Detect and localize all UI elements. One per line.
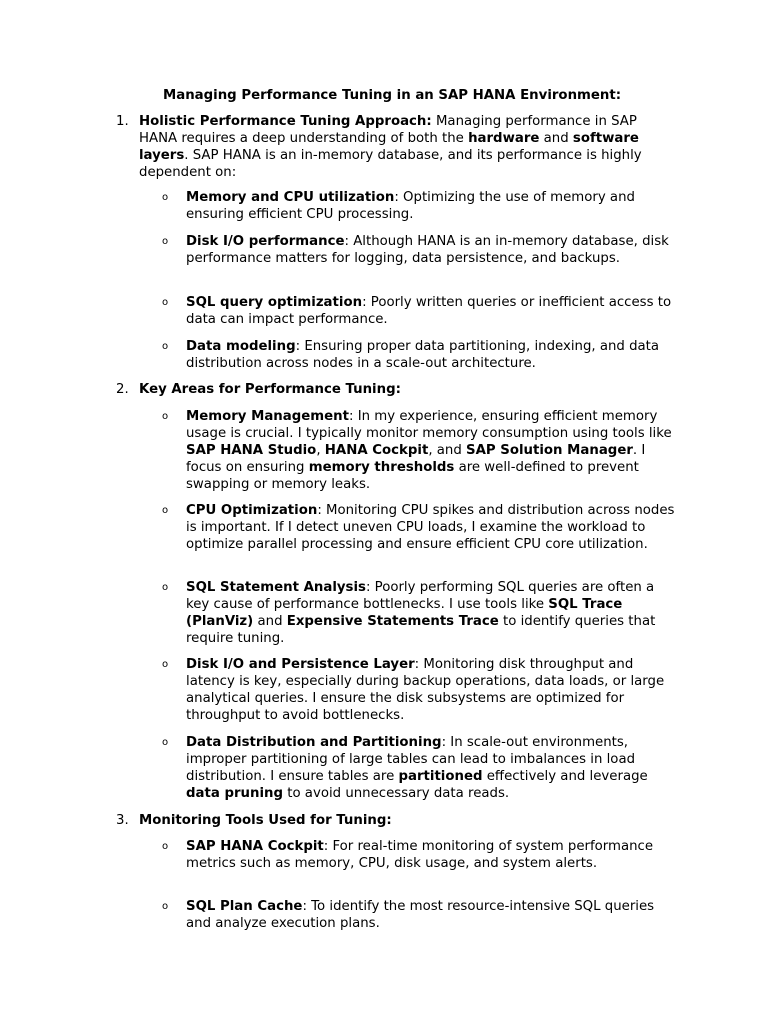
bold-text-run: SAP HANA Studio	[186, 443, 317, 458]
bold-text-run: Memory and CPU utilization	[186, 190, 395, 205]
bold-text-run: hardware	[468, 131, 540, 146]
bullet-marker: o	[162, 505, 169, 516]
bullet-item	[186, 838, 681, 872]
section-paragraph	[139, 381, 679, 398]
text-run: Managing performance in SAP HANA requires a deep understanding of both the	[139, 114, 637, 146]
document-title: Managing Performance Tuning in an SAP HANA Environment:	[163, 88, 622, 103]
bullet-item	[186, 898, 681, 932]
bold-text-run: Holistic Performance Tuning Approach:	[139, 114, 432, 129]
text-run: : Poorly performing SQL queries are often a key cause of performance bottlenecks. I use tools like	[186, 580, 655, 612]
text-run: and	[253, 614, 287, 629]
bold-text-run: Disk I/O performance	[186, 234, 345, 249]
bullet-marker: o	[162, 841, 169, 852]
bullet-marker: o	[162, 737, 169, 748]
bold-text-run: memory thresholds	[308, 460, 455, 475]
text-run: . SAP HANA is an in-memory database, and its performance is highly dependent on:	[139, 148, 642, 180]
bold-text-run: HANA Cockpit	[324, 443, 429, 458]
list-number: 1.	[116, 114, 129, 129]
text-run: : To identify the most resource-intensive SQL queries and analyze execution plans.	[186, 899, 655, 931]
bold-text-run: software layers	[139, 131, 639, 163]
bullet-item	[186, 189, 681, 223]
bold-text-run: Data modeling	[186, 339, 296, 354]
text-run: : Poorly written queries or inefficient access to data can impact performance.	[186, 295, 672, 327]
bold-text-run: SAP HANA Cockpit	[186, 839, 324, 854]
bullet-item	[186, 408, 681, 493]
text-run: to identify queries that require tuning.	[186, 614, 656, 646]
bold-text-run: Memory Management	[186, 409, 349, 424]
bold-text-run: Disk I/O and Persistence Layer	[186, 657, 415, 672]
bullet-marker: o	[162, 341, 169, 352]
bullet-marker: o	[162, 901, 169, 912]
text-run: , and	[428, 443, 467, 458]
bold-text-run: Expensive Statements Trace	[286, 614, 499, 629]
bullet-marker: o	[162, 236, 169, 247]
bold-text-run: SAP Solution Manager	[466, 443, 633, 458]
bold-text-run: CPU Optimization	[186, 503, 318, 518]
bullet-item	[186, 233, 681, 267]
bold-text-run: Data Distribution and Partitioning	[186, 735, 442, 750]
text-run: : In my experience, ensuring efficient memory usage is crucial. I typically monitor memory consumption using tools like	[186, 409, 672, 441]
text-run: : Although HANA is an in-memory database, disk performance matters for logging, data persistence, and backups.	[186, 234, 669, 266]
text-run: ,	[316, 443, 325, 458]
bold-text-run: Key Areas for Performance Tuning:	[139, 382, 401, 397]
text-run: : Monitoring disk throughput and latency is key, especially during backup operations, data loads, or large analytical queries. I ensure the disk subsystems are optimized for throughput to avoid bottlenecks.	[186, 657, 665, 723]
bold-text-run: partitioned	[398, 769, 483, 784]
bullet-marker: o	[162, 411, 169, 422]
text-run: to avoid unnecessary data reads.	[283, 786, 510, 801]
bullet-marker: o	[162, 582, 169, 593]
text-run: effectively and leverage	[482, 769, 648, 784]
bullet-item	[186, 579, 681, 647]
bullet-item	[186, 734, 681, 802]
bold-text-run: Monitoring Tools Used for Tuning:	[139, 813, 392, 828]
section-paragraph	[139, 812, 679, 829]
bold-text-run: data pruning	[186, 786, 283, 801]
bullet-marker: o	[162, 297, 169, 308]
text-run: : For real-time monitoring of system performance metrics such as memory, CPU, disk usage, and system alerts.	[186, 839, 654, 871]
bullet-item	[186, 338, 681, 372]
text-run: : Ensuring proper data partitioning, indexing, and data distribution across nodes in a scale-out architecture.	[186, 339, 660, 371]
section-paragraph	[139, 113, 679, 181]
bold-text-run: SQL Plan Cache	[186, 899, 303, 914]
text-run: : In scale-out environments, improper partitioning of large tables can lead to imbalances in load distribution. I ensure tables are	[186, 735, 636, 784]
text-run: : Monitoring CPU spikes and distribution across nodes is important. If I detect uneven CPU loads, I examine the workload to optimize parallel processing and ensure efficient CPU core utilization.	[186, 503, 675, 552]
bullet-item	[186, 502, 681, 553]
bullet-item	[186, 294, 681, 328]
bold-text-run: SQL Trace (PlanViz)	[186, 597, 623, 629]
bullet-marker: o	[162, 659, 169, 670]
list-number: 3.	[116, 813, 129, 828]
text-run: . I focus on ensuring	[186, 443, 646, 475]
bullet-item	[186, 656, 681, 724]
bullet-marker: o	[162, 192, 169, 203]
bold-text-run: SQL Statement Analysis	[186, 580, 366, 595]
bold-text-run: SQL query optimization	[186, 295, 363, 310]
text-run: and	[539, 131, 573, 146]
list-number: 2.	[116, 382, 129, 397]
text-run: are well-defined to prevent swapping or memory leaks.	[186, 460, 639, 492]
text-run: : Optimizing the use of memory and ensuring efficient CPU processing.	[186, 190, 635, 222]
